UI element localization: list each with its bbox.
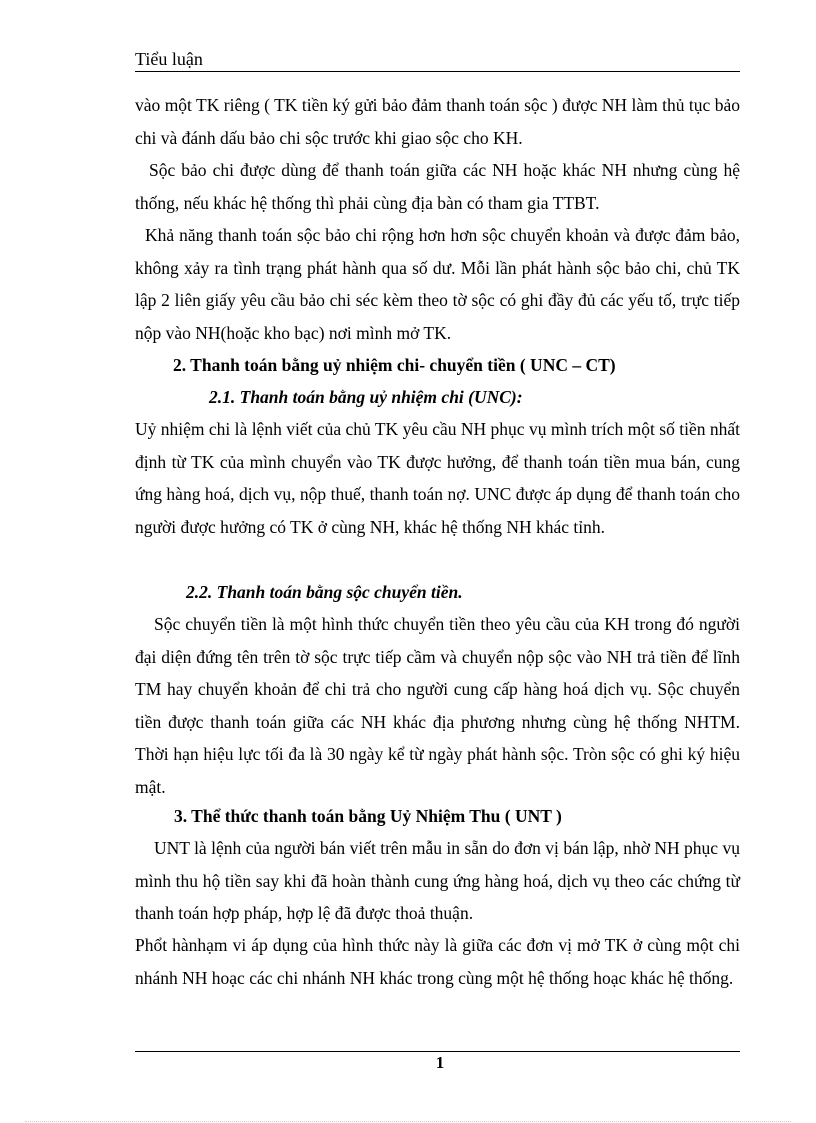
subsection-heading-2-1: 2.1. Thanh toán bằng uỷ nhiệm chi (UNC): (209, 387, 523, 407)
running-header: Tiểu luận (135, 49, 203, 69)
paragraph-soc-chuyen-tien: Sộc chuyển tiền là một hình thức chuyển tiền theo yêu cầu của KH trong đó người đại diện đứng tên trên tờ sộc trực tiếp cầm và chuyển nộp sộc vào NH trả tiền để lĩnh TM hay chuyển khoản để chi trả cho người cung cấp hàng hoá dịch vụ. Sộc chuyển tiền được thanh toán giữa các NH khác địa phương nhưng cùng hệ thống NHTM. Thời hạn hiệu lực tối đa là 30 ngày kể từ ngày phát hành sộc. Tròn sộc có ghi ký hiệu mật. (135, 614, 740, 797)
paragraph-unt-definition: UNT là lệnh của người bán viết trên mẫu in sẵn do đơn vị bán lập, nhờ NH phục vụ mình thu hộ tiền say khi đã hoàn thành cung ứng hàng hoá, dịch vụ theo các chứng từ thanh toán hợp pháp, hợp lệ đã được thoả thuận. (135, 838, 740, 923)
paragraph-unt-scope: Phổt hànhạm vi áp dụng của hình thức này là giữa các đơn vị mở TK ở cùng một chi nhánh NH hoạc các chi nhánh NH khác trong cùng một hệ thống hoạc khác hệ thống. (135, 935, 740, 988)
footer-divider (135, 1051, 740, 1052)
page-bottom-dotted-line (25, 1121, 791, 1122)
paragraph-unc-definition: Uỷ nhiệm chi là lệnh viết của chủ TK yêu cầu NH phục vụ mình trích một số tiền nhất định từ TK của mình chuyển vào TK được hưởng, để thanh toán tiền mua bán, cung ứng hàng hoá, dịch vụ, nộp thuế, thanh toán nợ. UNC được áp dụng để thanh toán cho người được hưởng có TK ở cùng NH, khác hệ thống NH khác tỉnh. (135, 419, 740, 537)
paragraph-bao-chi-usage: Sộc bảo chi được dùng để thanh toán giữa các NH hoặc khác NH nhưng cùng hệ thống, nếu khác hệ thống thì phải cùng địa bàn có tham gia TTBT. (135, 160, 740, 213)
header-divider (135, 71, 740, 72)
paragraph-bao-chi-procedure: vào một TK riêng ( TK tiền ký gửi bảo đảm thanh toán sộc ) được NH làm thủ tục bảo chi và đánh dấu bảo chi sộc trước khi giao sộc cho KH. (135, 95, 740, 148)
section-heading-2: 2. Thanh toán bằng uỷ nhiệm chi- chuyển tiền ( UNC – CT) (173, 355, 616, 375)
section-heading-3: 3. Thể thức thanh toán bằng Uỷ Nhiệm Thu ( UNT ) (174, 806, 562, 826)
page-number: 1 (435, 1053, 445, 1072)
subsection-heading-2-2: 2.2. Thanh toán bằng sộc chuyển tiền. (186, 582, 463, 602)
paragraph-bao-chi-capability: Khả năng thanh toán sộc bảo chi rộng hơn hơn sộc chuyển khoản và được đảm bảo, không xảy ra tình trạng phát hành qua số dư. Mỗi lần phát hành sộc bảo chi, chủ TK lập 2 liên giấy yêu cầu bảo chi séc kèm theo tờ sộc có ghi đầy đủ các yếu tố, trực tiếp nộp vào NH(hoặc kho bạc) nơi mình mở TK. (135, 225, 740, 343)
